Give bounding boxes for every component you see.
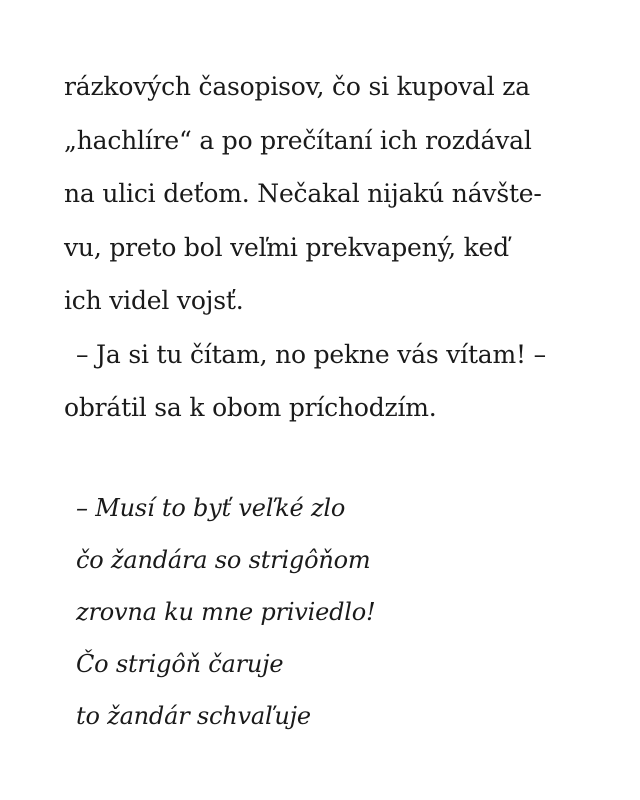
verse-line: to žandár schvaľuje [76, 702, 311, 730]
dialogue-line: – Ja si tu čítam, no pekne vás vítam! – [76, 339, 546, 369]
verse-stanza [76, 482, 616, 742]
prose-line: rázkových časopisov, čo si kupoval za [64, 72, 530, 101]
prose-line: vu, preto bol veľmi prekvapený, keď [64, 232, 509, 262]
prose-line: obrátil sa k obom príchodzím. [64, 393, 437, 422]
verse-line: čo žandára so strigôňom [76, 546, 371, 574]
verse-line: Čo strigôň čaruje [76, 650, 284, 678]
prose-line: ich videl vojsť. [64, 286, 244, 315]
verse-line: – Musí to byť veľké zlo [76, 494, 346, 522]
prose-line: „hachlíre“ a po prečítaní ich rozdával [64, 125, 532, 155]
prose-line: na ulici deťom. Nečakal nijakú návšte- [64, 179, 542, 208]
verse-line: zrovna ku mne priviedlo! [76, 598, 376, 626]
prose-paragraphs [64, 60, 624, 435]
